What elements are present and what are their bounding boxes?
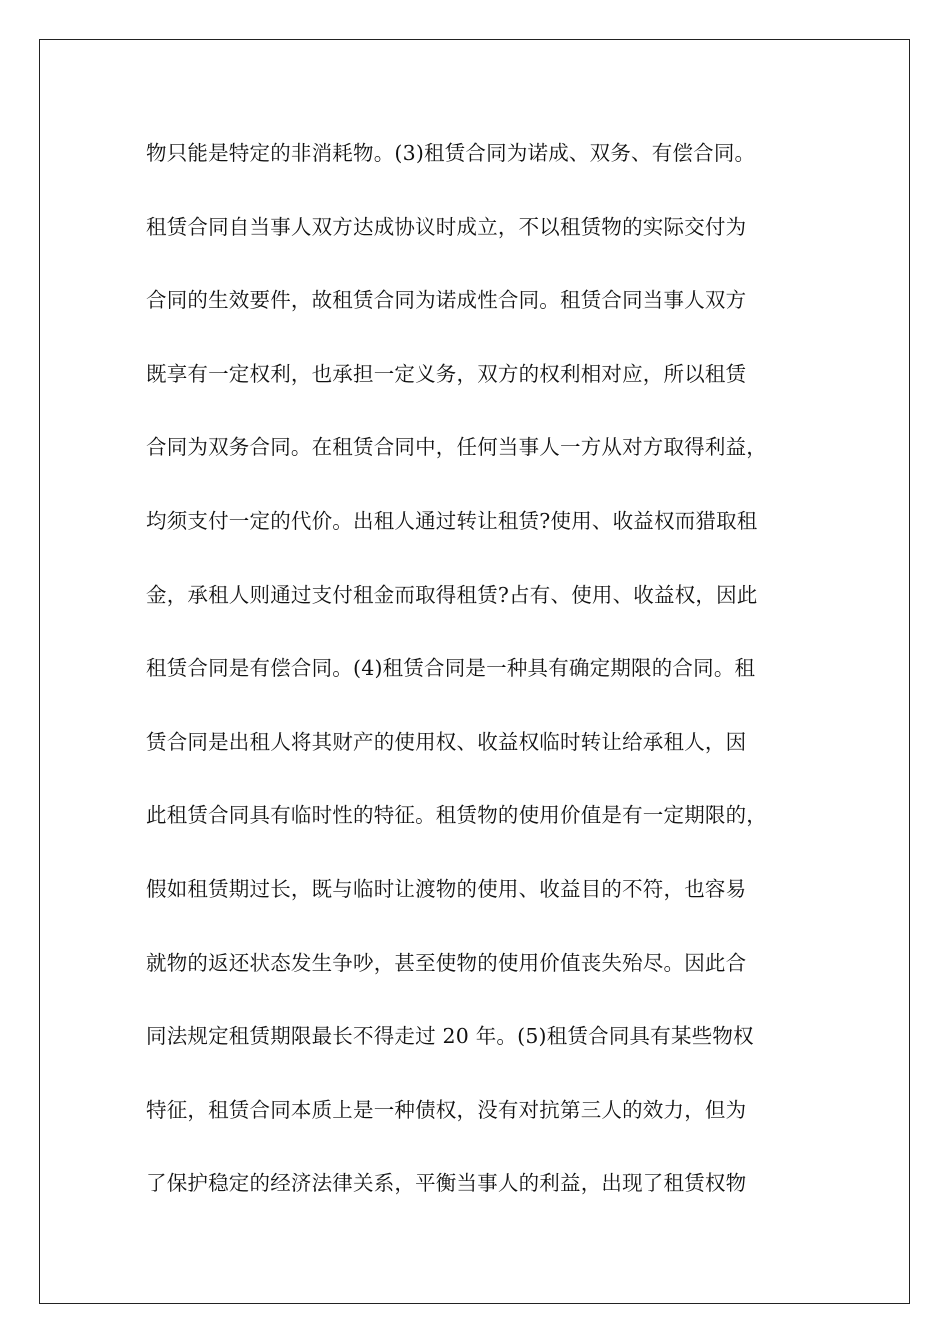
text-line-4: 既享有一定权利，也承担一定义务，双方的权利相对应，所以租赁	[146, 361, 747, 386]
text-line-5: 合同为双务合同。在租赁合同中，任何当事人一方从对方取得利益，	[146, 435, 767, 460]
text-line-6: 均须支付一定的代价。出租人通过转让租赁?使用、收益权而猎取租	[146, 508, 758, 533]
text-line-2: 租赁合同自当事人双方达成协议时成立，不以租赁物的实际交付为	[146, 214, 747, 239]
text-line-7: 金，承租人则通过支付租金而取得租赁?占有、使用、收益权，因此	[146, 582, 758, 607]
text-line-11: 假如租赁期过长，既与临时让渡物的使用、收益目的不符，也容易	[146, 876, 747, 901]
text-line-9: 赁合同是出租人将其财产的使用权、收益权临时转让给承租人，因	[146, 729, 747, 754]
text-line-12: 就物的返还状态发生争吵，甚至使物的使用价值丧失殆尽。因此合	[146, 950, 747, 975]
text-line-3: 合同的生效要件，故租赁合同为诺成性合同。租赁合同当事人双方	[146, 288, 747, 313]
text-line-8: 租赁合同是有偿合同。(4)租赁合同是一种具有确定期限的合同。租	[146, 656, 756, 681]
text-line-10: 此租赁合同具有临时性的特征。租赁物的使用价值是有一定期限的，	[146, 803, 767, 828]
text-line-15: 了保护稳定的经济法律关系，平衡当事人的利益，出现了租赁权物	[146, 1171, 747, 1196]
document-body	[146, 133, 816, 1237]
text-line-14: 特征，租赁合同本质上是一种债权，没有对抗第三人的效力，但为	[146, 1097, 747, 1122]
text-line-13: 同法规定租赁期限最长不得走过 20 年。(5)租赁合同具有某些物权	[146, 1024, 754, 1049]
text-line-1: 物只能是特定的非消耗物。(3)租赁合同为诺成、双务、有偿合同。	[146, 141, 756, 165]
